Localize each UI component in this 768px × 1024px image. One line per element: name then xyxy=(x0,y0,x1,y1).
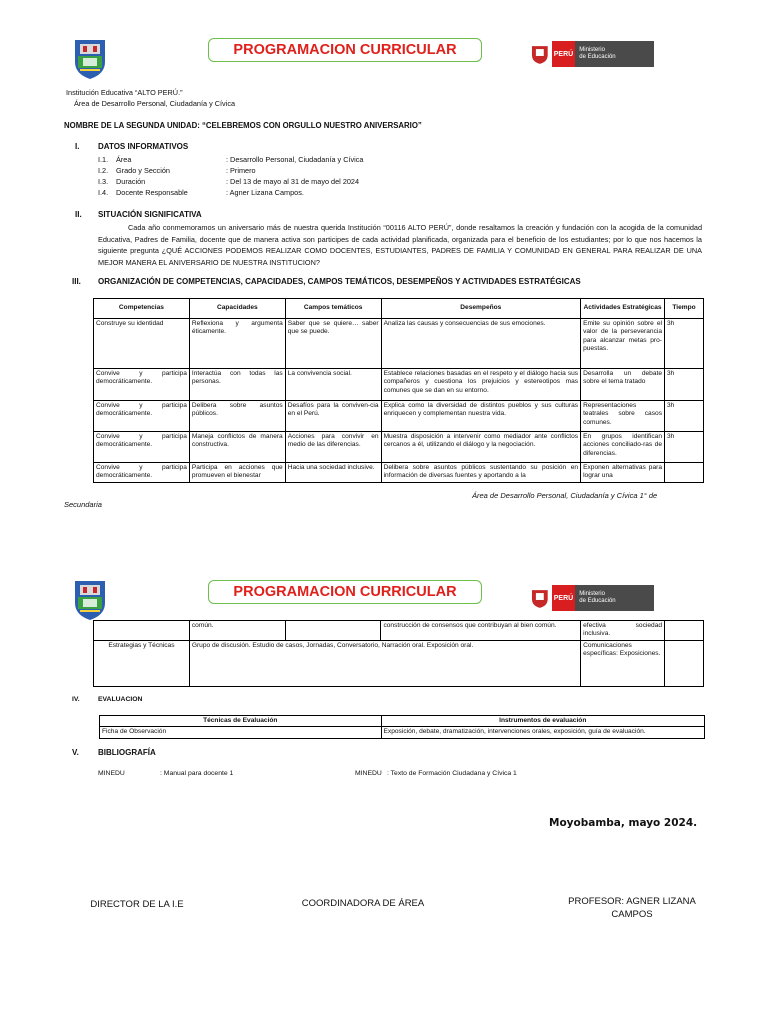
school-logo xyxy=(72,579,108,621)
section-title: ORGANIZACIÓN DE COMPETENCIAS, CAPACIDADES, CAMPOS TEMÁTICOS, DESEMPEÑOS Y ACTIVIDADES ESTRATÉGICAS xyxy=(98,277,581,286)
ministry-label: Ministerio de Educación xyxy=(575,41,654,67)
competencias-table xyxy=(93,298,704,483)
bibliography-author: MINEDU xyxy=(355,770,382,777)
section-number: III. xyxy=(72,277,81,286)
table-cell: Construye su identidad xyxy=(94,319,190,369)
peru-label: PERÚ xyxy=(552,41,576,67)
page-title: PROGRAMACION CURRICULAR xyxy=(208,580,482,604)
table-cell: Estrategias y Técnicas xyxy=(94,641,190,687)
table-row xyxy=(94,621,704,641)
peru-shield-icon xyxy=(530,587,550,609)
table-cell: La convivencia social. xyxy=(285,369,381,401)
table-cell: Exposición, debate, dramatización, intervenciones orales, exposición, guía de evaluación. xyxy=(381,727,704,738)
signature-professor: PROFESOR: AGNER LIZANA CAMPOS xyxy=(568,896,696,920)
table-cell: Establece relaciones basadas en el respeto y el diálogo hacia sus compañeros y cuestiona los prejuicios y estereotipos mas comunes que se dan en su entorno. xyxy=(381,369,581,401)
minedu-logo xyxy=(530,585,654,611)
table-cell: Participa en acciones que promueven el bienestar xyxy=(189,463,285,483)
section-title: EVALUACION xyxy=(98,696,143,703)
table-cell: Emite su opinión sobre el valor de la perseverancia para alcanzar metas pro-puestas. xyxy=(581,319,665,369)
table-cell: Analiza las causas y consecuencias de sus emociones. xyxy=(381,319,581,369)
section-title: SITUACIÓN SIGNIFICATIVA xyxy=(98,210,202,219)
section-number: I. xyxy=(75,142,80,151)
table-row xyxy=(94,401,704,432)
table-cell xyxy=(665,621,704,641)
datos-item: I.4. Docente Responsable : Agner Lizana Campos. xyxy=(98,188,304,197)
table-cell: Grupo de discusión. Estudio de casos, Jornadas, Conversatorio, Narración oral. Exposición oral. xyxy=(189,641,580,687)
peru-shield-icon xyxy=(530,43,550,65)
table-cell: Saber que se quiere… saber que se puede. xyxy=(285,319,381,369)
table-cell: 3h xyxy=(665,432,704,463)
table-header: Tiempo xyxy=(665,299,704,319)
table-row xyxy=(94,369,704,401)
table-cell: Delibera sobre asuntos públicos. xyxy=(189,401,285,432)
table-header: Competencias xyxy=(94,299,190,319)
ministry-label: Ministerio de Educación xyxy=(575,585,654,611)
place-date: Moyobamba, mayo 2024. xyxy=(549,817,698,829)
institution-name: Institución Educativa “ALTO PERÚ.” xyxy=(66,88,183,97)
competencias-table-continued xyxy=(93,620,704,687)
table-cell: Desarrolla un debate sobre el tema tratado xyxy=(581,369,665,401)
table-row xyxy=(94,432,704,463)
datos-item: I.3. Duración : Del 13 de mayo al 31 de mayo del 2024 xyxy=(98,177,360,186)
section-number: V. xyxy=(72,748,79,757)
table-row xyxy=(100,727,705,738)
table-cell: Muestra disposición a intervenir como mediador ante conflictos cercanos a él, utilizando el diálogo y la negociación. xyxy=(381,432,581,463)
signature-director: DIRECTOR DE LA I.E xyxy=(90,899,184,910)
datos-item: I.1. Área : Desarrollo Personal, Ciudadanía y Cívica xyxy=(98,155,364,164)
table-cell: Representaciones teatrales sobre casos comunes. xyxy=(581,401,665,432)
table-row xyxy=(94,641,704,687)
datos-item: I.2. Grado y Sección : Primero xyxy=(98,166,256,175)
situation-paragraph: Cada año conmemoramos un aniversario más de nuestra querida Institución “00116 ALTO PERÚ”, donde resaltamos la creación y fundación con la acogida de la comunidad Educativa, Padres de Familia, docente que de manera activa son participes de cada actividad planificada, organizada para el beneficio de los estudiantes; por lo que nos hacemos la siguiente pregunta ¿QUÉ ACCIONES PODEMOS REALIZAR COMO DOCENTES, ESTUDIANTES, PADRES DE FAMILIA Y COMUNIDAD EN GENERAL PARA REALIZAR DE UNA MEJOR MANERA EL ANIVERSARIO DE NUESTRA INSTITUCION? xyxy=(98,223,702,267)
table-cell: Explica como la diversidad de distintos pueblos y sus culturas enriquecen y complementan nuestra vida. xyxy=(381,401,581,432)
signature-coordinator: COORDINADORA DE ÁREA xyxy=(301,898,425,909)
table-header: Desempeños xyxy=(381,299,581,319)
table-cell: Delibera sobre asuntos públicos sustentando su posición en información de diversas fuentes y aportando a la xyxy=(381,463,581,483)
bibliography-author: MINEDU xyxy=(98,770,125,777)
unit-title: NOMBRE DE LA SEGUNDA UNIDAD: “CELEBREMOS CON ORGULLO NUESTRO ANIVERSARIO” xyxy=(64,121,422,130)
minedu-logo xyxy=(530,41,654,67)
table-cell: Convive y participa democráticamente. xyxy=(94,401,190,432)
section-number: II. xyxy=(75,210,82,219)
evaluation-table xyxy=(99,715,705,739)
table-cell: Convive y participa democráticamente. xyxy=(94,432,190,463)
table-cell: Acciones para convivir en medio de las diferencias. xyxy=(285,432,381,463)
page-footer-continued: Secundaria xyxy=(64,500,102,509)
table-header-row xyxy=(100,716,705,727)
table-cell xyxy=(94,621,190,641)
section-number: IV. xyxy=(72,696,80,703)
table-cell xyxy=(665,463,704,483)
table-cell: En grupos identifican acciones conciliado-ras de diferencias. xyxy=(581,432,665,463)
table-cell: 3h xyxy=(665,369,704,401)
section-title: BIBLIOGRAFÍA xyxy=(98,748,156,757)
table-cell: 3h xyxy=(665,319,704,369)
table-cell: Convive y participa democráticamente. xyxy=(94,369,190,401)
table-cell: 3h xyxy=(665,401,704,432)
table-header: Instrumentos de evaluación xyxy=(381,716,704,727)
table-cell: Maneja conflictos de manera constructiva. xyxy=(189,432,285,463)
table-cell xyxy=(665,641,704,687)
datos-list xyxy=(98,155,498,199)
table-cell: Desafíos para la conviven-cia en el Perú. xyxy=(285,401,381,432)
table-cell: Comunicaciones específicas: Exposiciones. xyxy=(581,641,665,687)
page-title: PROGRAMACION CURRICULAR xyxy=(208,38,482,62)
table-cell xyxy=(285,621,381,641)
section-title: DATOS INFORMATIVOS xyxy=(98,142,189,151)
table-row xyxy=(94,319,704,369)
table-header-row xyxy=(94,299,704,319)
table-cell: Exponen alternativas para lograr una xyxy=(581,463,665,483)
table-cell: Ficha de Observación xyxy=(100,727,382,738)
table-cell: construcción de consensos que contribuyan al bien común. xyxy=(381,621,581,641)
table-cell: efectiva sociedad inclusiva. xyxy=(581,621,665,641)
bibliography-title: : Manual para docente 1 xyxy=(160,770,234,777)
table-cell: Reflexiona y argumenta éticamente. xyxy=(189,319,285,369)
table-cell: común. xyxy=(189,621,285,641)
table-row xyxy=(94,463,704,483)
bibliography-title: : Texto de Formación Ciudadana y Cívica 1 xyxy=(387,770,517,777)
table-cell: Hacia una sociedad inclusive. xyxy=(285,463,381,483)
table-header: Campos temáticos xyxy=(285,299,381,319)
peru-label: PERÚ xyxy=(552,585,576,611)
page-footer: Área de Desarrollo Personal, Ciudadanía y Cívica 1° de xyxy=(472,491,658,500)
table-header: Capacidades xyxy=(189,299,285,319)
area-name: Área de Desarrollo Personal, Ciudadanía y Cívica xyxy=(74,99,236,108)
school-logo xyxy=(72,38,108,80)
table-header: Actividades Estratégicas xyxy=(581,299,665,319)
table-header: Técnicas de Evaluación xyxy=(100,716,382,727)
table-cell: Interactúa con todas las personas. xyxy=(189,369,285,401)
table-cell: Convive y participa democráticamente. xyxy=(94,463,190,483)
